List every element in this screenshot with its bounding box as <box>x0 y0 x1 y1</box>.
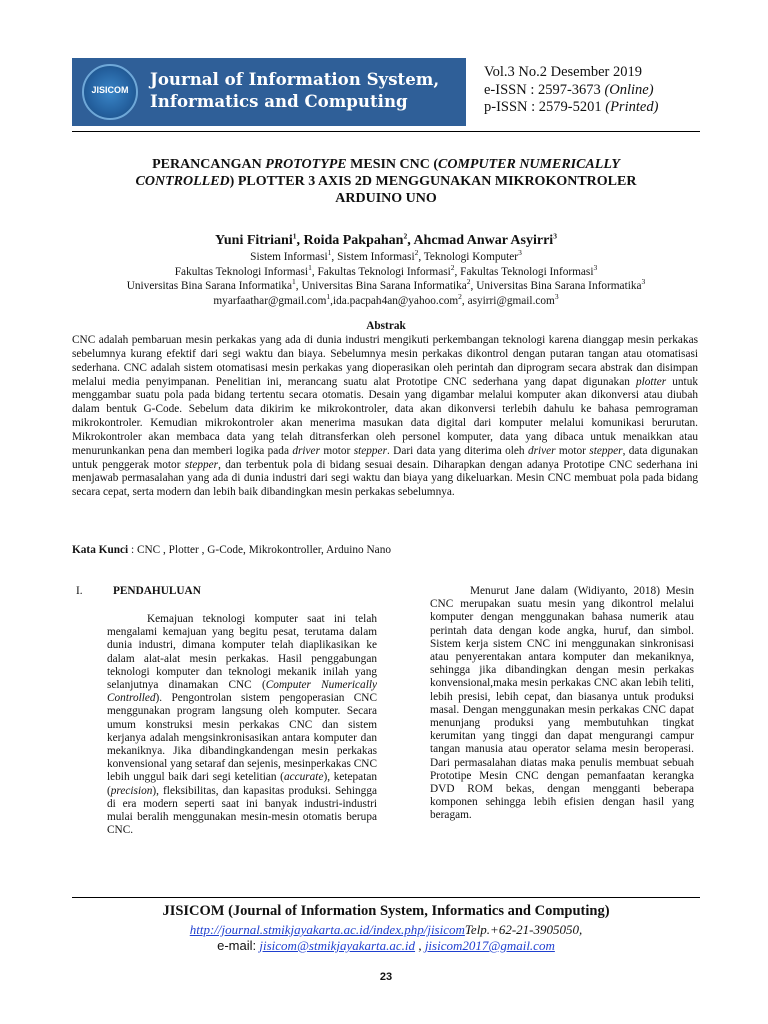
university: Universitas Bina Sarana Informatika <box>301 280 467 292</box>
title-part: CONTROLLED <box>135 174 230 189</box>
title-part: PERANCANGAN <box>152 157 266 172</box>
department: Sistem Informasi <box>337 251 415 263</box>
paper-title <box>72 156 700 207</box>
department: Sistem Informasi <box>250 251 328 263</box>
abstract-text: untuk menggambar suatu pola pada bidang tertentu secara otomatis. Desain yang digambar melalui komputer akan dikonversi atau diubah dalam bentuk G-Code. Sebelum data dikirim ke mikrokontroler, data akan dikonversi terlebih dahulu ke bahasa pemrograman mikrokontroler. Kemudian mikrokontroler akan menerima masukan data digital dari komputer melalui komunikasi berurutan. Mikrokontroler akan membaca data yang telah ditransferkan oleh personel komputer, data yang dibaca untuk menaikkan atau menurunkankan pena dan memberi logika pada <box>72 375 698 457</box>
author-email: myarfaathar@gmail.com <box>213 294 327 307</box>
pissn <box>484 99 658 117</box>
footer-telp: Telp.+62-21-3905050, <box>464 922 583 937</box>
university: Universitas Bina Sarana Informatika <box>476 280 642 292</box>
body-text: ), fleksibilitas, dan kapasitas produksi. Sehingga di era modern seperti saat ini banyak industri-industri mulai beralih menggunakan mesin-mesin otomatis berupa CNC. <box>107 784 377 837</box>
title-line3: ARDUINO UNO <box>335 191 437 206</box>
abstract-text: CNC adalah pembaruan mesin perkakas yang ada di dunia industri mengikuti perkembangan teknologi karena dianggap mesin perkakas sebelumnya kurang efektif dari segi waktu dan biaya. Sebelumnya mesin perkakas dikontrol dengan putaran tangan atau otomatisasi sederhana. CNC adalah sistem otomatisasi mesin perkakas yang dioperasikan oleh perintah dan diprogram secara abstrak dan disimpan melalui media penyimpanan. Penelitian ini, merancang suatu alat Prototipe CNC sederhana yang dapat digunakan <box>72 334 698 388</box>
title-part: ) PLOTTER 3 AXIS 2D MENGGUNAKAN MIKROKONTROLER <box>229 174 637 189</box>
faculty: Fakultas Teknologi Informasi <box>174 265 309 278</box>
author-name: Yuni Fitriani <box>215 233 293 248</box>
department: Teknologi Komputer <box>423 251 519 263</box>
departments-line: Sistem Informasi$^1$, Sistem Informasi$^2$, Teknologi Komputer$^3$ <box>250 248 522 263</box>
abstract-heading: Abstrak <box>366 320 406 332</box>
author-sup: 3 <box>553 231 557 241</box>
body-italic: accurate <box>283 771 324 784</box>
author-email: asyirri@gmail.com <box>467 294 555 307</box>
author-sup: 2 <box>403 231 408 241</box>
keywords <box>72 544 391 556</box>
journal-banner <box>72 58 466 126</box>
abstract-body <box>72 334 698 500</box>
title-part: COMPUTER NUMERICALLY <box>438 157 620 172</box>
eissn <box>484 82 658 100</box>
footer-email-line <box>72 938 700 954</box>
abstract-text: , data digunakan untuk penggerak motor <box>72 444 698 471</box>
abstract-text: motor <box>319 444 354 457</box>
title-line1 <box>72 156 700 173</box>
pissn-note: (Printed) <box>605 99 659 115</box>
footer-url-line <box>72 922 700 938</box>
title-part: PROTOTYPE <box>265 157 347 172</box>
email-link-1[interactable]: jisicom@stmikjayakarta.ac.id <box>259 938 416 953</box>
section-left-column <box>107 613 377 837</box>
author-name: Roida Pakpahan <box>303 233 404 248</box>
abstract-italic: stepper <box>589 444 623 457</box>
body-text: ), ketepatan ( <box>107 771 377 797</box>
footer-title: JISICOM (Journal of Information System, Informatics and Computing) <box>162 903 610 919</box>
volume-number: Vol.3 No.2 Desember 2019 <box>484 64 643 80</box>
email-label: e-mail: <box>217 938 257 953</box>
body-text: ). Pengontrolan sistem pengoperasian CNC menggunakan program langsung oleh komputer. Secara umum konstruksi mesin perkakas CNC dan sistem kerjanya adalah mengsinkronisasikan antara komputer dan mekaniknya. Jika dibandingkandengan mesin perkakas konvensional yang setaraf dan sejenis, mesinperkakas CNC lebih unggul baik dari segi ketelitian ( <box>107 692 377 784</box>
journal-logo <box>82 64 138 120</box>
journal-url-link[interactable]: http://journal.stmikjayakarta.ac.id/index.php/jisicom <box>189 922 465 937</box>
abstract-text: motor <box>555 444 590 457</box>
abstract-italic: driver <box>292 444 320 457</box>
affiliations <box>72 250 700 308</box>
abstract-italic: plotter <box>636 375 667 388</box>
journal-title <box>150 68 460 112</box>
abstract-text: . Dari data yang diterima oleh <box>386 444 528 457</box>
volume-info <box>484 64 658 117</box>
abstract-text: , dan terbentuk pola di bidang sesuai desain. Diharapkan dengan adanya Prototipe CNC sederhana ini menjawab permasalahan yang ada di dunia industri dari segi waktu dan biaya yang dikeluarkan. Mesin CNC membuat pola pada bidang secara cepat, serta modern dan lebih baik dibandingkan mesin perkakas sebelumnya. <box>72 458 698 499</box>
eissn-note: (Online) <box>604 81 654 98</box>
body-italic: Computer Numerically Controlled <box>107 679 377 705</box>
keywords-label: Kata Kunci <box>72 544 129 556</box>
author-sup: 1 <box>292 231 297 241</box>
title-line2 <box>72 173 700 190</box>
header-rule <box>72 131 700 132</box>
author-name: Ahcmad Anwar Asyirri <box>413 233 554 248</box>
pissn-value: p-ISSN : 2579-5201 <box>484 99 602 115</box>
journal-title-line1: Journal of Information System, <box>150 69 440 89</box>
title-part: MESIN CNC ( <box>346 157 439 172</box>
keywords-value: : CNC , Plotter , G-Code, Mikrokontroller, Arduino Nano <box>131 544 391 556</box>
abstract-italic: stepper <box>184 458 219 471</box>
faculty: Fakultas Teknologi Informasi <box>460 265 594 278</box>
body-italic: precision <box>110 784 153 797</box>
email-link-2[interactable]: jisicom2017@gmail.com <box>424 938 555 953</box>
abstract-italic: stepper <box>353 444 387 457</box>
section-title: PENDAHULUAN <box>113 585 201 597</box>
emails-line: myarfaathar@gmail.com$^1$,ida.pacpah4an@yahoo.com$^2$, asyirri@gmail.com$^3$ <box>213 291 559 307</box>
author-email: ida.pacpah4an@yahoo.com <box>332 294 459 307</box>
page-number: 23 <box>379 971 393 983</box>
section-number: I. <box>76 585 83 597</box>
footer-rule <box>72 897 700 898</box>
author-list: Yuni Fitriani$^1$, Roida Pakpahan$^2$, Ahcmad Anwar Asyirri$^3$ <box>215 231 557 248</box>
body-text: Kemajuan teknologi komputer saat ini telah mengalami kemajuan yang begitu pesat, terutama dalam dunia industri, dimana komputer telah diaplikasikan ke dalam alat-alat mesin perkakas. Hasil penggabungan teknologi komputer dan teknologi mekanik inilah yang selanjutnya dinamakan CNC ( <box>107 613 377 692</box>
eissn-value: e-ISSN : 2597-3673 <box>484 81 601 98</box>
section-right-column: Menurut Jane dalam (Widiyanto, 2018) Mesin CNC merupakan suatu mesin yang dikontrol melalui komputer dengan menggunakan bahasa numerik atau perintah data dengan kode angka, huruf, dan simbol. Sistem kerja sistem CNC ini menggunakan sinkronisasi atau penyerentakan antara komputer dan mekaniknya, sehingga jika dibandingkan dengan mesin perkakas konvensional,maka mesin perkakas CNC akan lebih teliti, lebih presisi, lebih cepat, dan biasanya untuk produksi masal. Dengan menggunakan mesin perkakas CNC dapat menunjang produksi yang membutuhkan tingkat kerumitan yang tinggi dan dapat mengurangi campur tangan manusia atau operator selama mesin beroperasi. Dari permasalahan diatas maka penulis membuat sebuah Prototipe Mesin CNC dengan pemanfaatan kerangka DVD ROM bekas, dengan mengganti beberapa komponen sehingga lebih efisien dengan hasil yang beragam. <box>430 585 694 822</box>
universities-line: Universitas Bina Sarana Informatika$^1$, Universitas Bina Sarana Informatika$^2$, Universitas Bina Sarana Informatika$^3$ <box>126 277 646 292</box>
email-separator: , <box>415 938 425 953</box>
journal-title-line2: Informatics and Computing <box>150 91 408 111</box>
university: Universitas Bina Sarana Informatika <box>126 280 293 292</box>
faculties-line: Fakultas Teknologi Informasi$^1$, Fakultas Teknologi Informasi$^2$, Fakultas Teknologi Informasi$^3$ <box>174 262 598 278</box>
abstract-italic: driver <box>527 444 556 457</box>
logo-text: JISICOM <box>91 85 129 95</box>
faculty: Fakultas Teknologi Informasi <box>317 265 451 278</box>
